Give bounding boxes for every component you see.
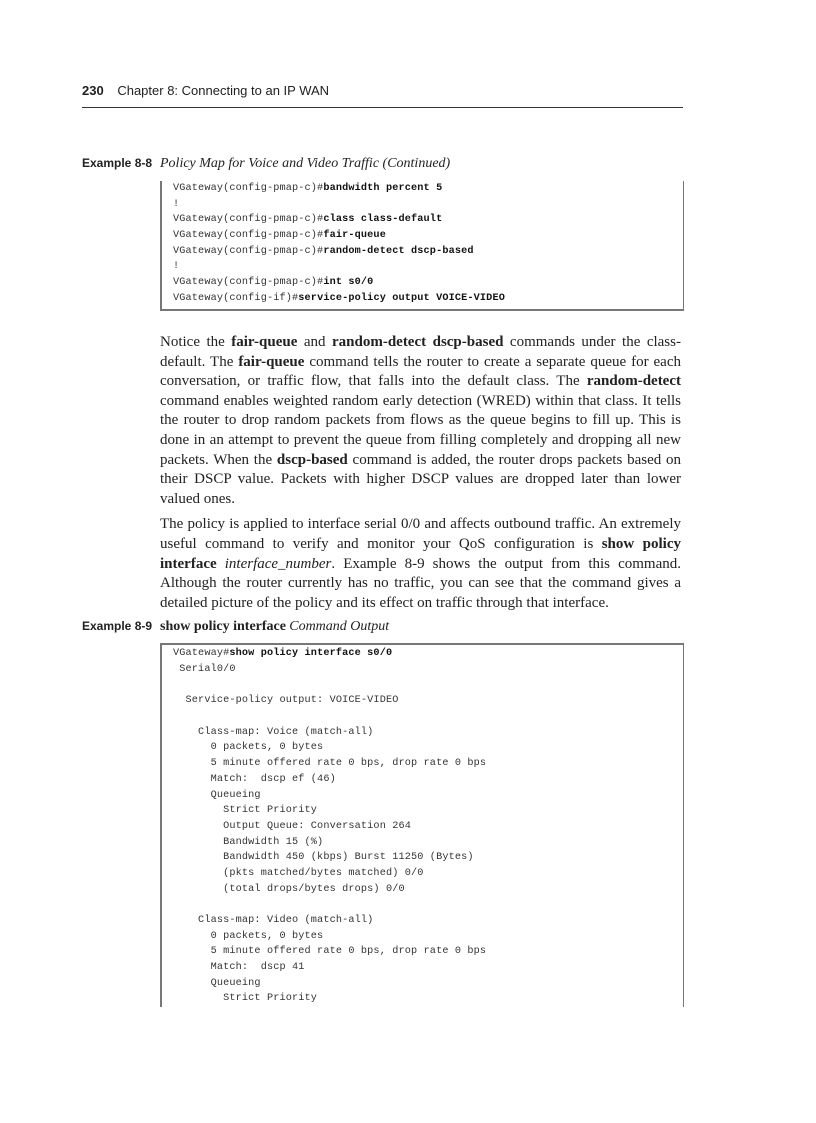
code-prompt: VGateway(config-pmap-c)#: [173, 230, 324, 242]
code-prompt: VGateway(config-pmap-c)#: [173, 183, 324, 194]
code-line: [162, 976, 683, 992]
code-prompt: Serial0/0: [173, 664, 236, 675]
code-prompt: 5 minute offered rate 0 bps, drop rate 0 bps: [173, 758, 487, 770]
code-command: show policy interface s0/0: [229, 648, 393, 660]
code-prompt: !: [173, 198, 180, 210]
italic-term: interface_number: [224, 555, 332, 572]
code-command: class class-default: [323, 214, 443, 226]
bold-term: random-detect dscp-based: [331, 334, 504, 350]
code-prompt: 0 packets, 0 bytes: [173, 930, 324, 942]
code-line: [162, 291, 683, 307]
header-rule: [82, 107, 683, 108]
code-prompt: Strict Priority: [173, 993, 318, 1005]
code-line: [162, 693, 683, 709]
code-prompt: 5 minute offered rate 0 bps, drop rate 0 bps: [173, 946, 487, 958]
code-line: [162, 835, 683, 851]
example-label: Example 8-8: [82, 156, 153, 170]
code-prompt: 0 packets, 0 bytes: [173, 742, 324, 754]
code-line: [162, 913, 683, 929]
code-prompt: Output Queue: Conversation 264: [173, 820, 412, 832]
code-line: [162, 646, 683, 662]
code-prompt: Strict Priority: [173, 805, 318, 817]
code-prompt: Queueing: [173, 977, 261, 989]
code-line: [162, 788, 683, 804]
code-line: [162, 275, 683, 291]
code-command: random-detect dscp-based: [323, 245, 474, 257]
code-line: [162, 259, 683, 275]
code-line: [162, 678, 683, 694]
code-line: [162, 725, 683, 741]
code-line: [162, 772, 683, 788]
code-command: int s0/0: [323, 277, 374, 289]
code-prompt: VGateway(config-pmap-c)#: [173, 277, 324, 289]
code-line: [162, 897, 683, 913]
text-run: command enables weighted random early detection (WRED) within that class. It tells the router to drop random packets from flows as the queue begins to fill up. This is done in an attempt to prevent the queue from filling completely and dropping all new packets. When the: [160, 392, 681, 468]
text-run: and: [297, 334, 332, 350]
code-prompt: VGateway(config-pmap-c)#: [173, 245, 324, 257]
code-command: service-policy output VOICE-VIDEO: [298, 292, 505, 304]
code-line: [162, 819, 683, 835]
code-line: [162, 991, 683, 1007]
page-number: 230: [82, 83, 104, 98]
code-prompt: VGateway(config-pmap-c)#: [173, 214, 324, 226]
code-prompt: Match: dscp ef (46): [173, 773, 336, 785]
example-title-command: show policy interface: [160, 619, 286, 635]
code-line: [162, 662, 683, 678]
code-prompt: Service-policy output: VOICE-VIDEO: [173, 695, 399, 707]
code-prompt: Bandwidth 450 (kbps) Burst 11250 (Bytes): [173, 852, 474, 864]
bold-term: random-detect: [586, 373, 681, 390]
bold-term: fair-queue: [238, 353, 305, 370]
bold-term: show policy interface: [160, 535, 681, 572]
code-line: [162, 228, 683, 244]
example-label: Example 8-9: [82, 619, 153, 634]
example-8-9-caption: [82, 618, 683, 635]
chapter-title: Chapter 8: Connecting to an IP WAN: [117, 83, 330, 98]
code-prompt: Match: dscp 41: [173, 962, 305, 974]
code-line: [162, 197, 683, 213]
code-prompt: Bandwidth 15 (%): [173, 836, 324, 848]
code-line: [162, 212, 683, 228]
code-command: bandwidth percent 5: [323, 183, 443, 194]
code-line: [162, 944, 683, 960]
text-run: command tells the router to create a separate queue for each conversation, or traffic flow, that falls into the default class. The: [160, 353, 681, 390]
code-command: fair-queue: [323, 230, 386, 242]
running-header: [82, 83, 329, 98]
text-run: The policy is applied to interface serial 0/0 and affects outbound traffic. An extremely useful command to verify and monitor your QoS configuration is: [160, 516, 681, 552]
code-listing-8-9: [160, 643, 684, 1007]
text-run: . Example 8-9 shows the output from this command. Although the router currently has no traffic, you can see that the command gives a detailed picture of the policy and its effect on traffic through that interface.: [160, 555, 681, 611]
bold-term: fair-queue: [231, 334, 298, 350]
code-prompt: VGateway(config-if)#: [173, 292, 299, 304]
code-prompt: (total drops/bytes drops) 0/0: [173, 883, 405, 895]
code-prompt: Queueing: [173, 789, 261, 801]
bold-term: dscp-based: [276, 451, 348, 468]
text-run: [217, 556, 225, 572]
code-line: [162, 882, 683, 898]
body-paragraph-2: [160, 515, 681, 613]
code-prompt: Class-map: Video (match-all): [173, 915, 374, 926]
code-prompt: VGateway#: [173, 648, 230, 660]
body-paragraph-1: [160, 333, 681, 509]
code-line: [162, 803, 683, 819]
text-run: command is added, the router drops packets based on their DSCP value. Packets with higher DSCP values are dropped later than lower valued ones.: [160, 451, 681, 507]
example-title-suffix: Command Output: [289, 619, 390, 635]
text-run: commands under the class-default. The: [160, 334, 681, 370]
code-line: [162, 244, 683, 260]
code-line: [162, 756, 683, 772]
code-prompt: !: [173, 261, 180, 273]
code-prompt: (pkts matched/bytes matched) 0/0: [173, 867, 424, 879]
code-line: [162, 960, 683, 976]
code-line: [162, 740, 683, 756]
code-prompt: Class-map: Voice (match-all): [173, 726, 374, 738]
code-line: [162, 929, 683, 945]
example-title: Policy Map for Voice and Video Traffic (Continued): [160, 156, 451, 171]
text-run: Notice the: [160, 334, 232, 350]
example-8-8-caption: [82, 155, 450, 172]
code-line: [162, 181, 683, 197]
code-line: [162, 850, 683, 866]
body-flow: [82, 333, 683, 1007]
code-listing-8-8: [160, 181, 684, 311]
code-line: [162, 709, 683, 725]
code-line: [162, 866, 683, 882]
